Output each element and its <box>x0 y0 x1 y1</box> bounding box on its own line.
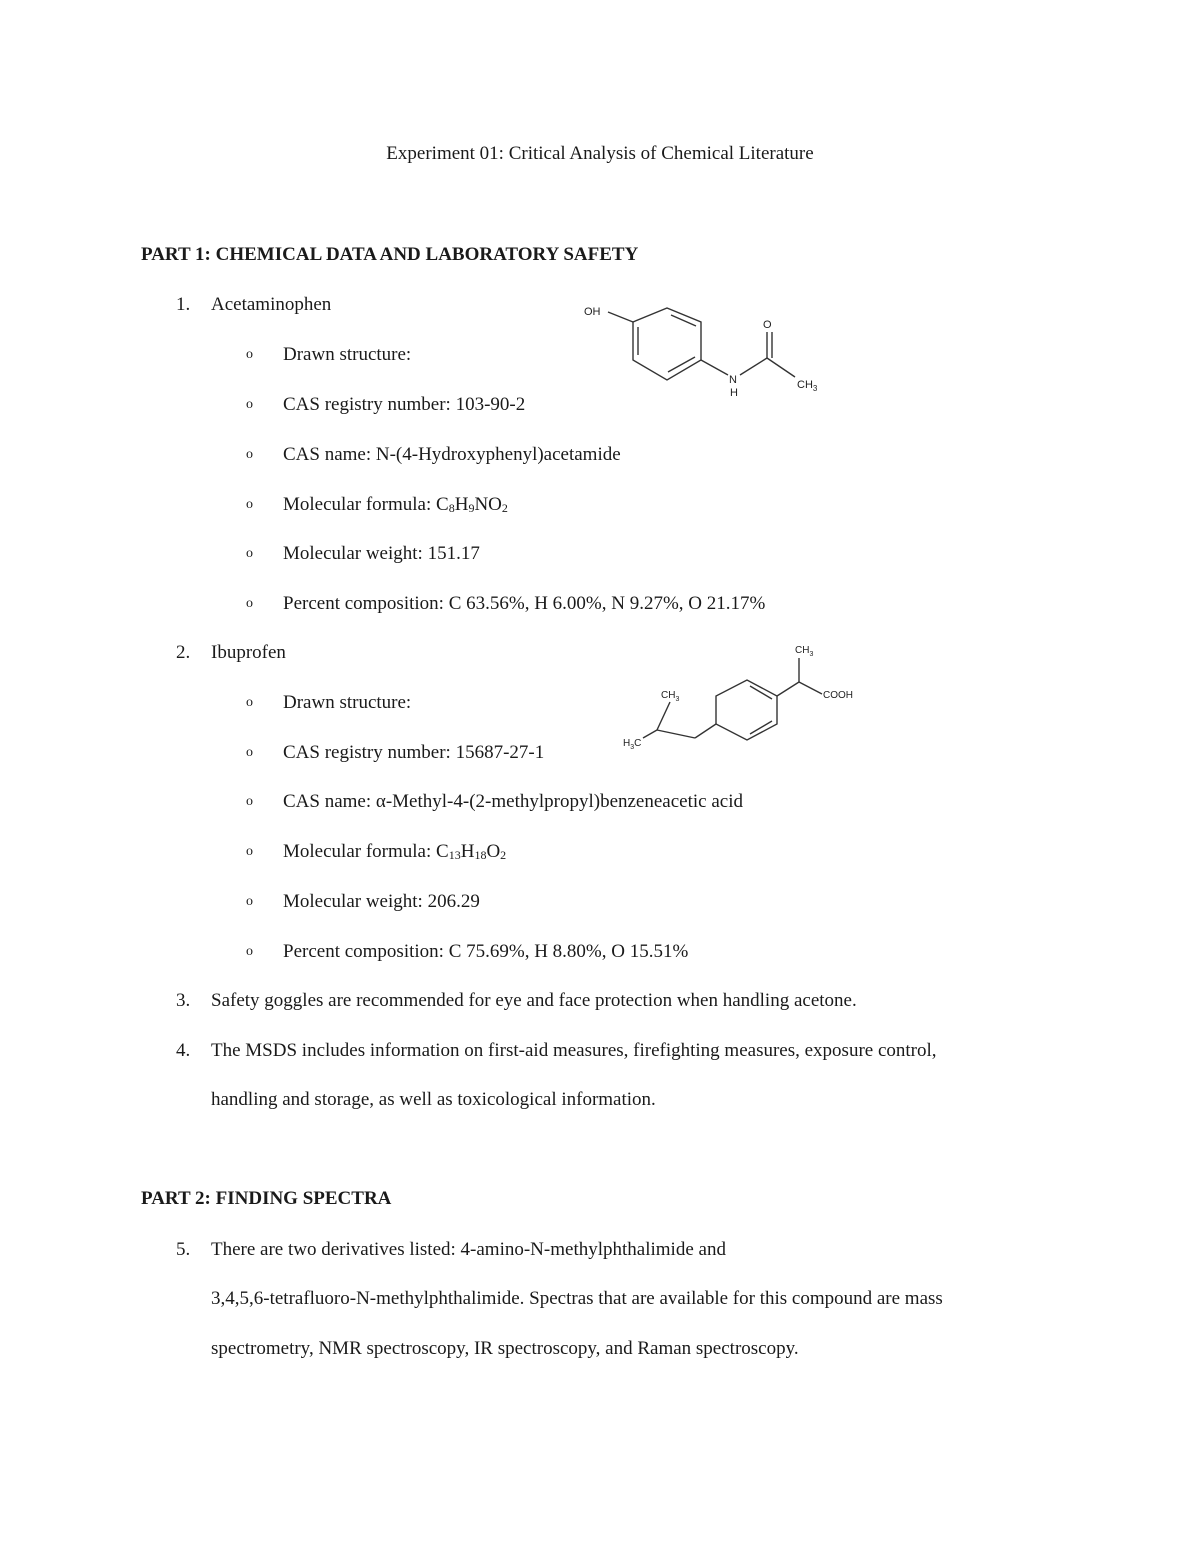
part2-heading: PART 2: FINDING SPECTRA <box>141 1188 392 1209</box>
cas-registry-number: CAS registry number: 103-90-2 <box>283 394 526 415</box>
document-title: Experiment 01: Critical Analysis of Chemical Literature <box>386 143 814 164</box>
svg-text:CH3: $CH_3$ <box>797 379 818 393</box>
bullet-glyph: o <box>246 794 253 809</box>
list-number-5: 5. <box>176 1239 191 1260</box>
svg-text:H: H <box>730 387 738 399</box>
bullet-glyph: o <box>246 497 253 512</box>
bullet-glyph: o <box>246 447 253 462</box>
list-number-2: 2. <box>176 642 191 663</box>
svg-text:CH3: $CH_3$ <box>795 645 814 658</box>
percent-composition: Percent composition: C 75.69%, H 8.80%, O 15.51% <box>283 941 689 962</box>
compound-name-ibuprofen: Ibuprofen <box>211 642 286 663</box>
bullet-glyph: o <box>246 397 253 412</box>
bullet-glyph: o <box>246 944 253 959</box>
molecular-formula: Molecular formula: $C_8H_9NO_2$ <box>283 494 508 515</box>
list-number-4: 4. <box>176 1040 191 1061</box>
molecular-formula: Molecular formula: $C_{13}H_{18}O_2$ <box>283 841 507 862</box>
bullet-glyph: o <box>246 596 253 611</box>
svg-text:OH: OH <box>584 306 601 318</box>
bullet-glyph: o <box>246 745 253 760</box>
svg-text:O: O <box>763 319 772 331</box>
svg-text:COOH: COOH <box>823 690 853 701</box>
cas-name: CAS name: α-Methyl-4-(2-methylpropyl)benzeneacetic acid <box>283 791 743 812</box>
cas-registry-number: CAS registry number: 15687-27-1 <box>283 742 545 763</box>
bullet-glyph: o <box>246 347 253 362</box>
item4-text-line1: The MSDS includes information on first-aid measures, firefighting measures, exposure control, <box>211 1040 937 1061</box>
list-number-1: 1. <box>176 294 191 315</box>
bullet-glyph: o <box>246 844 253 859</box>
drawn-structure-label: Drawn structure: <box>283 344 412 365</box>
acetaminophen-structure <box>570 290 840 410</box>
item5-text-line2: 3,4,5,6-tetrafluoro-N-methylphthalimide. Spectras that are available for this compound are mass <box>211 1288 943 1309</box>
molecular-weight: Molecular weight: 206.29 <box>283 891 480 912</box>
svg-text:CH3: $CH_3$ <box>661 690 680 703</box>
list-number-3: 3. <box>176 990 191 1011</box>
cas-name: CAS name: N-(4-Hydroxyphenyl)acetamide <box>283 444 621 465</box>
item5-text-line1: There are two derivatives listed: 4-amino-N-methylphthalimide and <box>211 1239 726 1260</box>
drawn-structure-label: Drawn structure: <box>283 692 412 713</box>
item3-text: Safety goggles are recommended for eye and face protection when handling acetone. <box>211 990 857 1011</box>
item4-text-line2: handling and storage, as well as toxicological information. <box>211 1089 656 1110</box>
bullet-glyph: o <box>246 695 253 710</box>
molecular-weight: Molecular weight: 151.17 <box>283 543 480 564</box>
item5-text-line3: spectrometry, NMR spectroscopy, IR spectroscopy, and Raman spectroscopy. <box>211 1338 799 1359</box>
bullet-glyph: o <box>246 894 253 909</box>
bullet-glyph: o <box>246 546 253 561</box>
compound-name-acetaminophen: Acetaminophen <box>211 294 332 315</box>
svg-text:N: N <box>729 374 737 386</box>
ibuprofen-structure <box>615 638 875 758</box>
svg-text:H3C: $H_3C$ <box>623 738 642 751</box>
part1-heading: PART 1: CHEMICAL DATA AND LABORATORY SAFETY <box>141 244 639 265</box>
percent-composition: Percent composition: C 63.56%, H 6.00%, N 9.27%, O 21.17% <box>283 593 766 614</box>
